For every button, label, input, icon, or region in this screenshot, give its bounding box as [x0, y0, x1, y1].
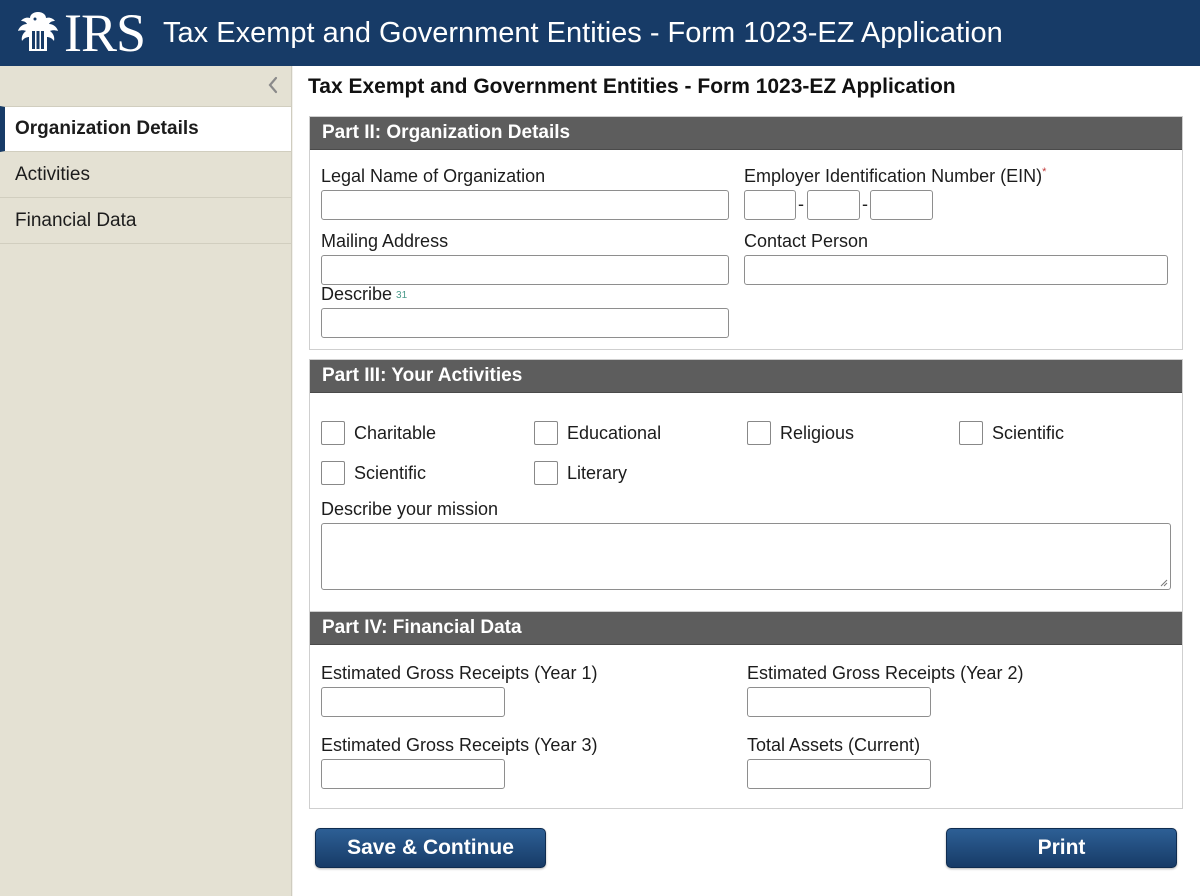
- ein-part-2-input[interactable]: [807, 190, 860, 220]
- year3-receipts-input[interactable]: [321, 759, 505, 789]
- year2-receipts-label: Estimated Gross Receipts (Year 2): [747, 663, 1024, 683]
- checkbox-box[interactable]: [747, 421, 771, 445]
- ein-part-3-input[interactable]: [870, 190, 933, 220]
- ein-part-1-input[interactable]: [744, 190, 796, 220]
- checkbox-educational[interactable]: [534, 421, 661, 445]
- checkbox-scientific-2[interactable]: [321, 461, 426, 485]
- section-heading: Part III: Your Activities: [310, 360, 1182, 393]
- ein-separator: -: [798, 194, 804, 214]
- print-button[interactable]: Print: [946, 828, 1177, 868]
- section-heading: Part IV: Financial Data: [310, 612, 1182, 645]
- checkbox-label: Educational: [567, 422, 662, 443]
- mission-label: Describe your mission: [321, 499, 499, 519]
- total-assets-label: Total Assets (Current): [747, 735, 921, 755]
- page-title: Tax Exempt and Government Entities - Form 1023-EZ Application: [308, 75, 956, 98]
- app-title: Tax Exempt and Government Entities - Form 1023-EZ Application: [163, 16, 1003, 49]
- checkbox-charitable[interactable]: [321, 421, 436, 445]
- checkbox-box[interactable]: [534, 461, 558, 485]
- sidebar-item-financial-data[interactable]: [0, 198, 291, 244]
- required-mark: *: [1042, 166, 1047, 178]
- section-heading: Part II: Organization Details: [310, 117, 1182, 150]
- checkbox-box[interactable]: [959, 421, 983, 445]
- ein-separator: -: [862, 194, 868, 214]
- resize-grip-icon[interactable]: [1158, 577, 1168, 587]
- mailing-address-label: Mailing Address: [321, 231, 449, 251]
- irs-logo[interactable]: [0, 0, 145, 66]
- app-header: [0, 0, 1200, 66]
- year3-receipts-label: Estimated Gross Receipts (Year 3): [321, 735, 598, 755]
- legal-name-input[interactable]: [321, 190, 729, 220]
- sidebar-item-label: Activities: [15, 163, 90, 185]
- chevron-left-icon: [267, 76, 279, 94]
- sidebar-item-activities[interactable]: [0, 152, 291, 198]
- eagle-seal-icon: [14, 9, 62, 57]
- ein-label-text: Employer Identification Number (EIN): [744, 166, 1043, 186]
- contact-person-label: Contact Person: [744, 231, 869, 251]
- mailing-address-input[interactable]: [321, 255, 729, 285]
- checkbox-box[interactable]: [321, 421, 345, 445]
- sidebar-item-label: Organization Details: [15, 118, 199, 139]
- checkbox-label: Literary: [567, 462, 628, 483]
- checkbox-label: Scientific: [992, 422, 1065, 443]
- describe-hint: 31: [396, 289, 408, 301]
- sidebar-nav: [0, 106, 291, 244]
- checkbox-label: Scientific: [354, 462, 427, 483]
- section-organization-details: [309, 116, 1183, 350]
- section-financial-data: [309, 611, 1183, 809]
- main-content: [293, 66, 1200, 896]
- describe-label: [321, 284, 407, 305]
- checkbox-religious[interactable]: [747, 421, 854, 445]
- sidebar-item-label: Financial Data: [15, 209, 137, 231]
- year1-receipts-input[interactable]: [321, 687, 505, 717]
- sidebar-item-organization-details[interactable]: [0, 106, 291, 152]
- checkbox-literary[interactable]: [534, 461, 627, 485]
- checkbox-box[interactable]: [534, 421, 558, 445]
- mission-textarea[interactable]: [321, 523, 1171, 590]
- checkbox-scientific[interactable]: [959, 421, 1064, 445]
- checkbox-label: Religious: [780, 422, 855, 443]
- save-continue-button[interactable]: Save & Continue: [315, 828, 546, 868]
- total-assets-input[interactable]: [747, 759, 931, 789]
- checkbox-box[interactable]: [321, 461, 345, 485]
- describe-label-text: Describe: [321, 284, 393, 304]
- irs-logo-text: IRS: [64, 3, 146, 63]
- year2-receipts-input[interactable]: [747, 687, 931, 717]
- contact-person-input[interactable]: [744, 255, 1168, 285]
- checkbox-label: Charitable: [354, 422, 437, 443]
- year1-receipts-label: Estimated Gross Receipts (Year 1): [321, 663, 598, 683]
- ein-label: [744, 166, 1046, 187]
- collapse-sidebar-button[interactable]: [263, 74, 283, 96]
- legal-name-label: Legal Name of Organization: [321, 166, 546, 186]
- sidebar: [0, 66, 292, 896]
- describe-input[interactable]: [321, 308, 729, 338]
